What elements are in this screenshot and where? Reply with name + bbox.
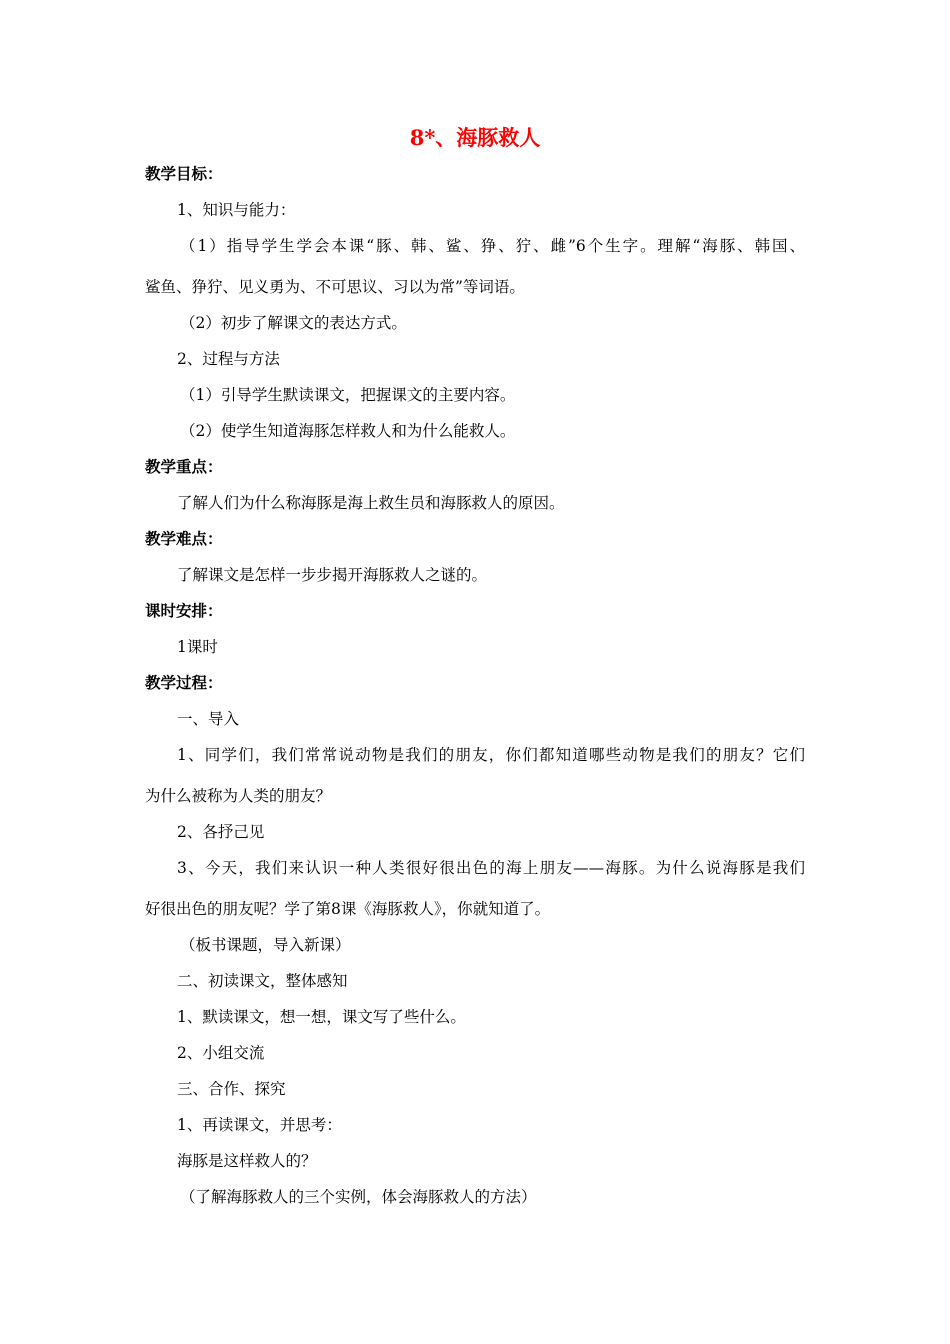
- paragraph: （2）初步了解课文的表达方式。: [180, 314, 407, 332]
- paragraph: （2）使学生知道海豚怎样救人和为什么能救人。: [180, 422, 516, 440]
- section-heading-process: 教学过程：: [145, 673, 223, 692]
- section-heading-difficulties: 教学难点：: [145, 529, 223, 548]
- paragraph: （1）指导学生学会本课“豚、韩、鲨、狰、狞、雌”6个生字。理解“海豚、韩国、: [180, 237, 805, 255]
- paragraph: （板书课题，导入新课）: [180, 936, 351, 954]
- paragraph: （了解海豚救人的三个实例，体会海豚救人的方法）: [180, 1188, 537, 1206]
- section-heading-key-points: 教学重点：: [145, 457, 223, 476]
- paragraph: （1）引导学生默读课文，把握课文的主要内容。: [180, 386, 516, 404]
- paragraph: 1、默读课文，想一想，课文写了些什么。: [177, 1008, 466, 1026]
- paragraph: 2、小组交流: [177, 1044, 265, 1062]
- paragraph: 了解人们为什么称海豚是海上救生员和海豚救人的原因。: [177, 494, 565, 512]
- paragraph: 一、导入: [177, 710, 240, 728]
- paragraph: 2、各抒己见: [177, 823, 265, 841]
- page-title: 8*、海豚救人: [409, 125, 541, 150]
- paragraph: 2、过程与方法: [177, 350, 280, 368]
- paragraph: 1、知识与能力：: [177, 201, 296, 219]
- paragraph: 1、再读课文，并思考：: [177, 1116, 342, 1134]
- paragraph: 鲨鱼、狰狞、见义勇为、不可思议、习以为常”等词语。: [145, 278, 525, 296]
- paragraph: 海豚是这样救人的？: [177, 1152, 317, 1170]
- paragraph: 3、今天，我们来认识一种人类很好很出色的海上朋友——海豚。为什么说海豚是我们: [177, 859, 805, 877]
- paragraph: 好很出色的朋友呢？学了第8课《海豚救人》，你就知道了。: [145, 900, 551, 918]
- section-heading-schedule: 课时安排：: [145, 601, 223, 620]
- paragraph: 1课时: [177, 638, 218, 656]
- paragraph: 二、初读课文，整体感知: [177, 972, 348, 990]
- section-heading-objectives: 教学目标：: [145, 164, 223, 183]
- paragraph: 1、同学们，我们常常说动物是我们的朋友，你们都知道哪些动物是我们的朋友？它们: [177, 746, 805, 764]
- paragraph: 三、合作、探究: [177, 1080, 286, 1098]
- paragraph: 了解课文是怎样一步步揭开海豚救人之谜的。: [177, 566, 488, 584]
- paragraph: 为什么被称为人类的朋友？: [145, 787, 332, 805]
